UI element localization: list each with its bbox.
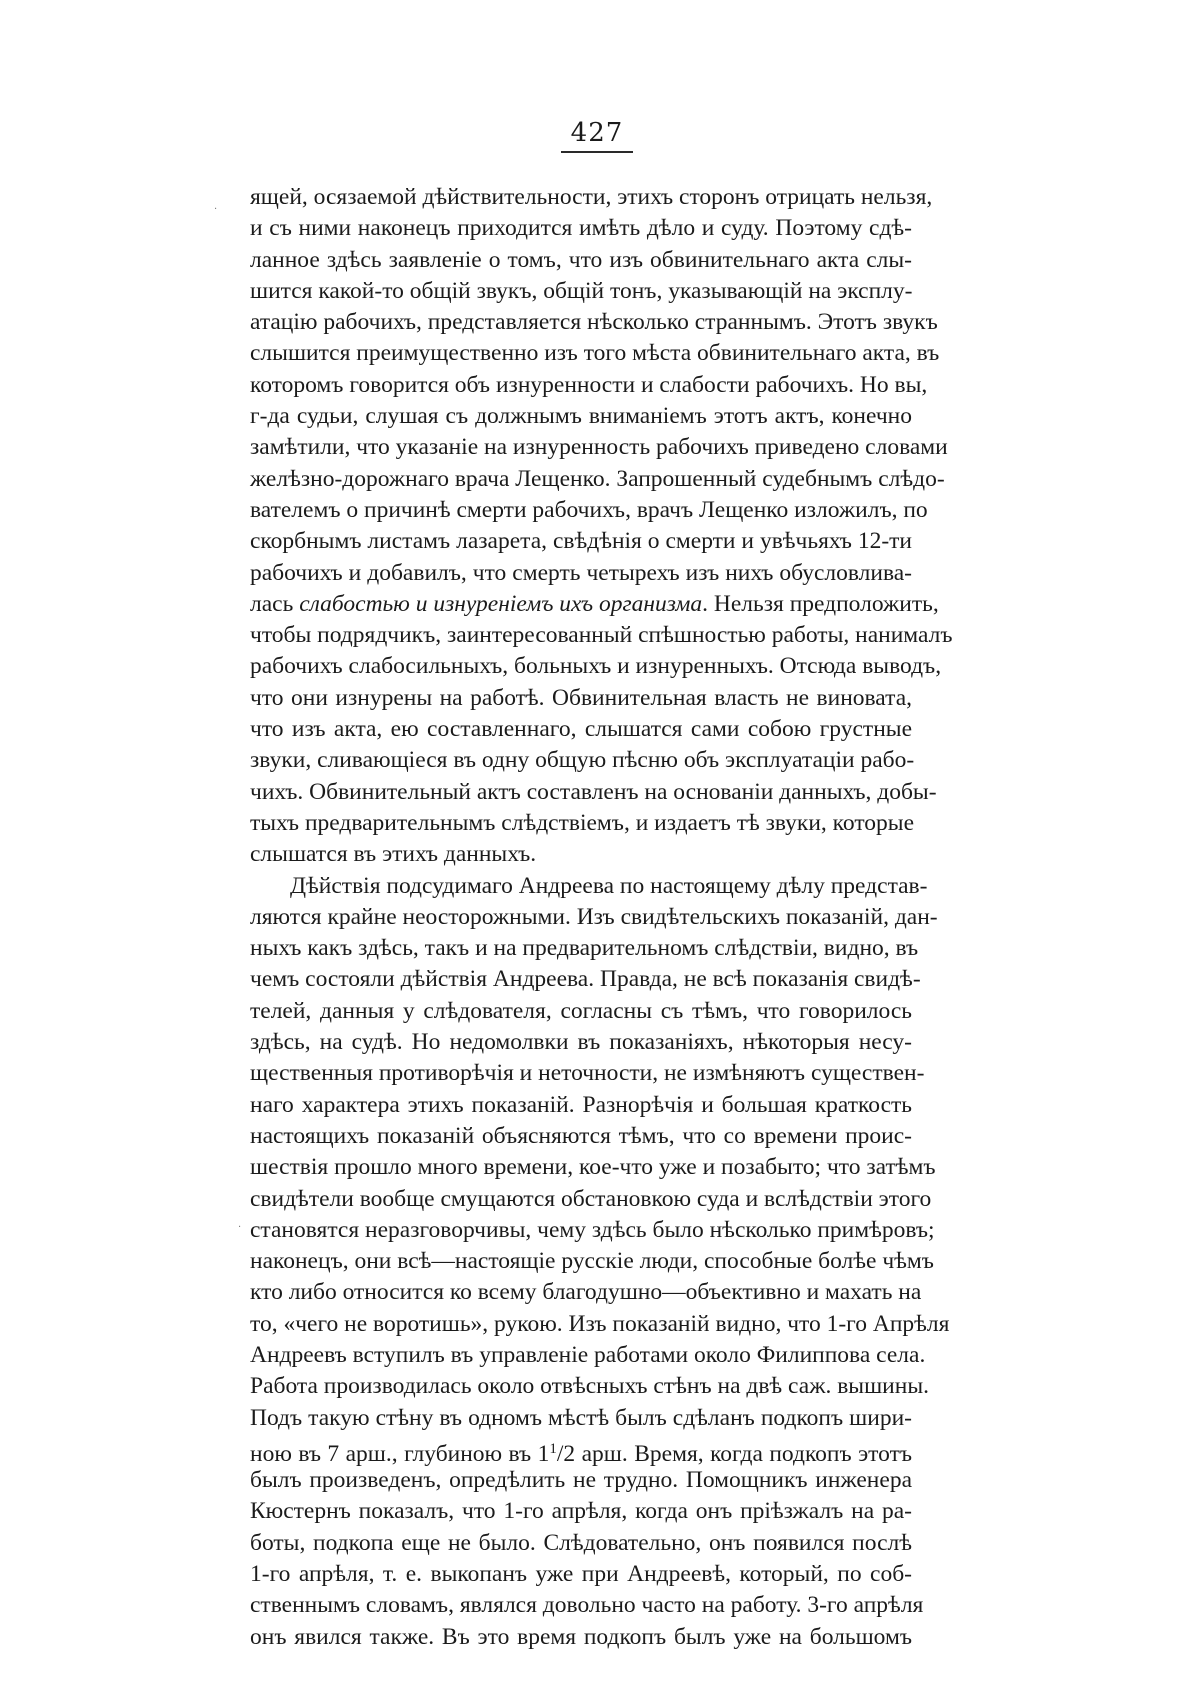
text-line: свидѣтели вообще смущаются обстановкою суда и вслѣдствіи этого: [250, 1185, 932, 1212]
text-line: что они изнурены на работѣ. Обвинительная власть не виновата,: [250, 684, 912, 711]
text-line: желѣзно-дорожнаго врача Лещенко. Запрошенный судебнымъ слѣдо-: [250, 465, 945, 492]
text-line: ланное здѣсь заявленіе о томъ, что изъ обвинительнаго акта слы-: [250, 246, 912, 273]
paragraph: [250, 182, 953, 871]
body-text: [250, 182, 953, 1653]
text-line: ственнымъ словамъ, являлся довольно часто на работу. 3-го апрѣля: [250, 1592, 924, 1619]
text-line: шествія прошло много времени, кое-что уже и позабыто; что затѣмъ: [250, 1154, 936, 1181]
text-line: телей, данныя у слѣдователя, согласны съ тѣмъ, что говорилось: [250, 997, 912, 1024]
text-line: тыхъ предварительнымъ слѣдствіемъ, и издаетъ тѣ звуки, которые: [250, 809, 915, 836]
text-line: слышится преимущественно изъ того мѣста обвинительнаго акта, въ: [250, 340, 940, 367]
text-line: атацію рабочихъ, представляется нѣсколько страннымъ. Этотъ звукъ: [250, 309, 938, 336]
page-header: [0, 118, 1194, 153]
text-line: и съ ними наконецъ приходится имѣть дѣло и суду. Поэтому сдѣ-: [250, 215, 912, 242]
text-line: Кюстернъ показалъ, что 1-го апрѣля, когда онъ пріѣзжалъ на ра-: [250, 1498, 912, 1525]
text-line: ляются крайне неосторожными. Изъ свидѣтельскихъ показаній, дан-: [250, 903, 938, 930]
text-line: наконецъ, они всѣ—настоящіе русскіе люди, способные болѣе чѣмъ: [250, 1248, 934, 1275]
text-line: настоящихъ показаній объясняются тѣмъ, что со времени проис-: [250, 1122, 912, 1149]
text-line: боты, подкопа еще не было. Слѣдовательно, онъ появился послѣ: [250, 1529, 912, 1556]
text-line: г-да судьи, слушая съ должнымъ вниманіемъ этотъ актъ, конечно: [250, 403, 912, 430]
text-line: что изъ акта, ею составленнаго, слышатся сами собою грустные: [250, 716, 912, 743]
text-line: звуки, сливающіеся въ одну общую пѣсню объ эксплуатаціи рабо-: [250, 747, 915, 774]
text-line: ящей, осязаемой дѣйствительности, этихъ сторонъ отрицать нельзя,: [250, 184, 933, 210]
text-line: вателемъ о причинѣ смерти рабочихъ, врачъ Лещенко изложилъ, по: [250, 496, 928, 523]
margin-mark: ·: [238, 1222, 242, 1233]
text-line: Дѣйствія подсудимаго Андреева по настоящему дѣлу представ-: [290, 872, 928, 899]
text-line: ною въ 7 арш., глубиною въ $1^1/2$ арш. Время, когда подкопъ этотъ: [250, 1440, 912, 1467]
text-line: лась слабостью и изнуреніемъ ихъ организма. Нельзя предположить,: [250, 590, 939, 617]
text-line: скорбнымъ листамъ лазарета, свѣдѣнія о смерти и увѣчьяхъ 12-ти: [250, 528, 912, 555]
text-line: кто либо относится ко всему благодушно—объективно и махать на: [250, 1279, 922, 1306]
text-line: шится какой-то общій звукъ, общій тонъ, указывающій на эксплу-: [250, 277, 913, 304]
text-line: замѣтили, что указаніе на изнуренность рабочихъ приведено словами: [250, 434, 948, 461]
text-line: слышатся въ этихъ данныхъ.: [250, 841, 537, 868]
text-line: Работа производилась около отвѣсныхъ стѣнъ на двѣ саж. вышины.: [250, 1373, 929, 1400]
text-line: 1-го апрѣля, т. е. выкопанъ уже при Андреевѣ, который, по соб-: [250, 1561, 912, 1588]
text-line: которомъ говорится объ изнуренности и слабости рабочихъ. Но вы,: [250, 371, 928, 398]
text-line: онъ явился также. Въ это время подкопъ былъ уже на большомъ: [250, 1623, 912, 1650]
text-line: рабочихъ слабосильныхъ, больныхъ и изнуренныхъ. Отсюда выводъ,: [250, 653, 942, 680]
text-line: Андреевъ вступилъ въ управленіе работами около Филиппова села.: [250, 1341, 926, 1368]
text-line: чемъ состояли дѣйствія Андреева. Правда, не всѣ показанія свидѣ-: [250, 966, 921, 993]
text-line: чихъ. Обвинительный актъ составленъ на основаніи данныхъ, добы-: [250, 778, 937, 805]
text-line: наго характера этихъ показаній. Разнорѣчія и большая краткость: [250, 1091, 912, 1118]
text-line: Подъ такую стѣну въ одномъ мѣстѣ былъ сдѣланъ подкопъ шири-: [250, 1404, 912, 1431]
text-line: чтобы подрядчикъ, заинтересованный спѣшностью работы, нанималъ: [250, 622, 953, 649]
text-line: ныхъ какъ здѣсь, такъ и на предварительномъ слѣдствіи, видно, въ: [250, 935, 919, 962]
text-line: былъ произведенъ, опредѣлить не трудно. Помощникъ инженера: [250, 1467, 912, 1494]
text-line: становятся неразговорчивы, чему здѣсь было нѣсколько примѣровъ;: [250, 1216, 935, 1243]
text-line: щественныя противорѣчія и неточности, не измѣняютъ существен-: [250, 1060, 925, 1087]
margin-mark: ·: [214, 204, 218, 215]
text-line: то, «чего не воротишь», рукою. Изъ показаній видно, что 1-го Апрѣля: [250, 1310, 950, 1337]
text-line: здѣсь, на судѣ. Но недомолвки въ показаніяхъ, нѣкоторыя несу-: [250, 1029, 912, 1056]
page-number: 427: [561, 118, 634, 153]
paragraph: [250, 871, 950, 1653]
text-line: рабочихъ и добавилъ, что смерть четырехъ изъ нихъ обусловлива-: [250, 559, 912, 586]
